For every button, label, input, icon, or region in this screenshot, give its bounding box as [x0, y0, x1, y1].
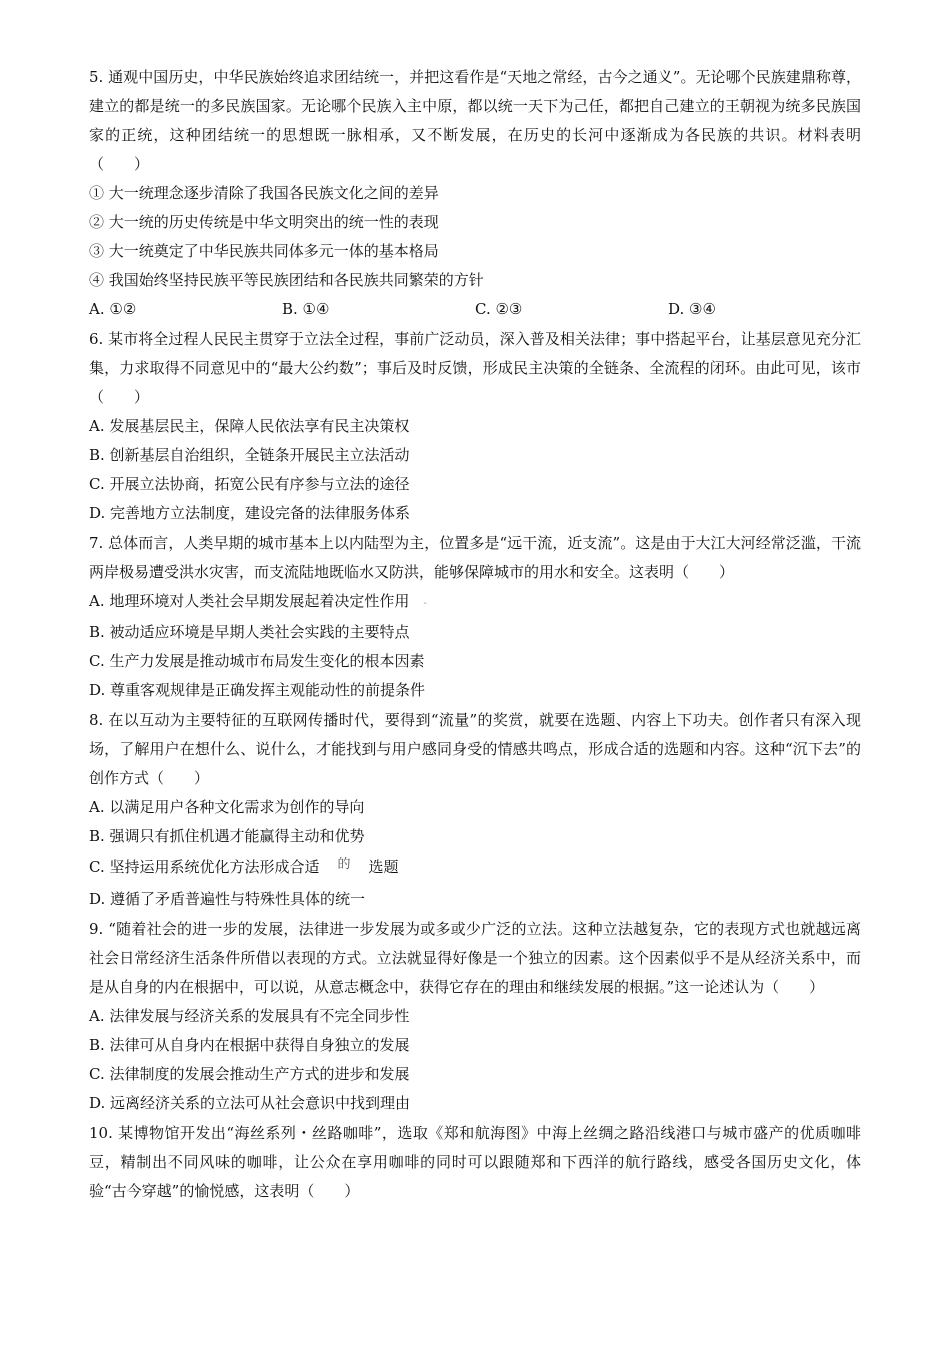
question-stem: 9. “随着社会的进一步的发展，法律进一步发展为或多或少广泛的立法。这种立法越复杂，它的表现方式也就越远离社会日常经济生活条件所借以表现的方式。立法就显得好像是一个独立的因素。这个因素似乎不是从经济关系中，而是从自身的内在根据中，可以说，从意志概念中，获得它存在的理由和继续发展的根据。”这一论述认为（ ） [89, 920, 861, 996]
option-c: C. ②③ [475, 300, 523, 318]
option-c-tail: 选题 [368, 858, 399, 876]
option-b: B. 强调只有抓住机遇才能赢得主动和优势 [89, 827, 365, 845]
statement-4: ④ 我国始终坚持民族平等民族团结和各民族共同繁荣的方针 [89, 271, 484, 289]
question-6 [89, 325, 861, 528]
option-c: C. 法律制度的发展会推动生产方式的进步和发展 [89, 1065, 410, 1083]
question-stem: 6. 某市将全过程人民民主贯穿于立法全过程，事前广泛动员，深入普及相关法律；事中搭起平台，让基层意见充分汇集，力求取得不同意见中的“最大公约数”；事后及时反馈，形成民主决策的全链条、全流程的闭环。由此可见，该市（ ） [89, 330, 861, 406]
option-b: B. ①④ [282, 300, 330, 318]
option-b: B. 法律可从自身内在根据中获得自身独立的发展 [89, 1036, 410, 1054]
statement-3: ③ 大一统奠定了中华民族共同体多元一体的基本格局 [89, 242, 439, 260]
option-b: B. 被动适应环境是早期人类社会实践的主要特点 [89, 623, 410, 641]
question-5 [89, 63, 861, 324]
stray-mark: - [423, 598, 427, 609]
question-8 [89, 706, 861, 914]
option-a: A. 以满足用户各种文化需求为创作的导向 [89, 798, 365, 816]
option-a-text: A. 地理环境对人类社会早期发展起着决定性作用 [89, 592, 410, 610]
option-d: D. 完善地方立法制度，建设完备的法律服务体系 [89, 504, 411, 522]
option-a: A. 发展基层民主，保障人民依法享有民主决策权 [89, 417, 410, 435]
question-10 [89, 1119, 861, 1206]
option-d: D. ③④ [668, 300, 716, 318]
question-9 [89, 915, 861, 1118]
question-stem: 5. 通观中国历史，中华民族始终追求团结统一，并把这看作是“天地之常经，古今之通义”。无论哪个民族建鼎称尊，建立的都是统一的多民族国家。无论哪个民族入主中原，都以统一天下为己任，都把自己建立的王朝视为统多民族国家的正统，这种团结统一的思想既一脉相承，又不断发展，在历史的长河中逐渐成为各民族的共识。材料表明（ ） [89, 68, 861, 173]
option-c: C. 开展立法协商，拓宽公民有序参与立法的途径 [89, 475, 410, 493]
question-stem: 10. 某博物馆开发出“海丝系列・丝路咖啡”，选取《郑和航海图》中海上丝绸之路沿线港口与城市盛产的优质咖啡豆，精制出不同风味的咖啡，让公众在享用咖啡的同时可以跟随郑和下西洋的航行路线，感受各国历史文化，体验“古今穿越”的愉悦感，这表明（ ） [89, 1124, 861, 1200]
option-c [89, 851, 861, 885]
option-b: B. 创新基层自治组织，全链条开展民主立法活动 [89, 446, 410, 464]
option-a [89, 587, 861, 618]
options-row [89, 295, 861, 324]
option-d: D. 遵循了矛盾普遍性与特殊性具体的统一 [89, 890, 366, 908]
option-a: A. ①② [89, 300, 137, 318]
question-stem: 8. 在以互动为主要特征的互联网传播时代，要得到“流量”的奖赏，就要在选题、内容上下功夫。创作者只有深入现场，了解用户在想什么、说什么，才能找到与用户感同身受的情感共鸣点，形成合适的选题和内容。这种“沉下去”的创作方式（ ） [89, 711, 861, 787]
statement-2: ② 大一统的历史传统是中华文明突出的统一性的表现 [89, 213, 439, 231]
question-stem: 7. 总体而言，人类早期的城市基本上以内陆型为主，位置多是“远干流，近支流”。这是由于大江大河经常泛滥，干流两岸极易遭受洪水灾害，而支流陆地既临水又防洪，能够保障城市的用水和安全。这表明（ ） [89, 534, 861, 581]
statement-1: ① 大一统理念逐步清除了我国各民族文化之间的差异 [89, 184, 439, 202]
question-7 [89, 529, 861, 705]
option-c: C. 生产力发展是推动城市布局发生变化的根本因素 [89, 652, 425, 670]
option-a: A. 法律发展与经济关系的发展具有不完全同步性 [89, 1007, 410, 1025]
option-d: D. 尊重客观规律是正确发挥主观能动性的前提条件 [89, 681, 426, 699]
option-d: D. 远离经济关系的立法可从社会意识中找到理由 [89, 1094, 411, 1112]
option-c-text: C. 坚持运用系统优化方法形成合适 [89, 858, 320, 876]
option-c-mark: 的 [337, 857, 351, 872]
exam-page [89, 62, 861, 1206]
